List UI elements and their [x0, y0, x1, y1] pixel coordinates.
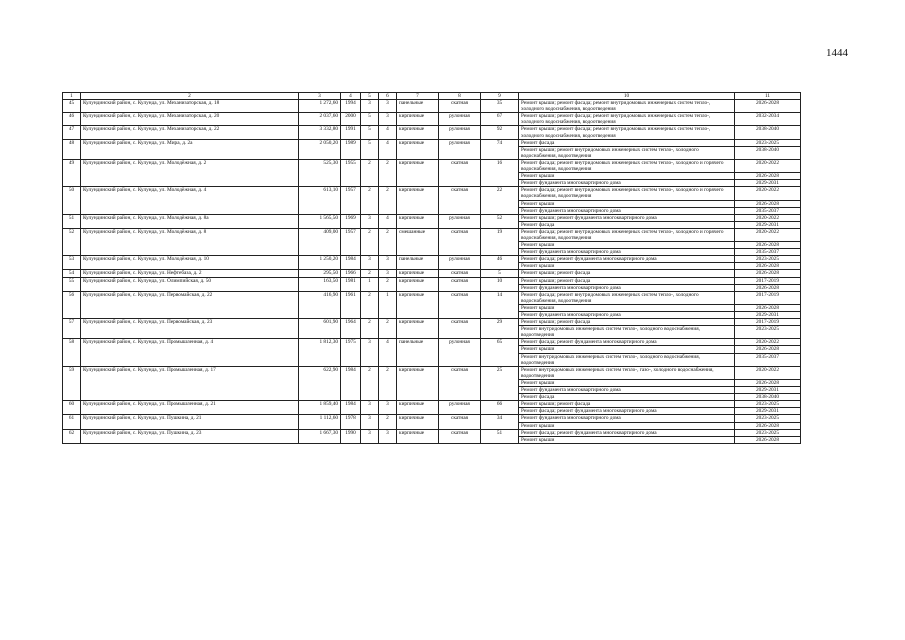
wall-material-cell: панельные [397, 100, 439, 113]
area-cell: 1 667,30 [299, 429, 341, 443]
repair-period-cell: 2020-2022 [735, 339, 801, 346]
repair-period-cell: 2020-2022 [735, 214, 801, 221]
floors-cell: 5 [361, 126, 379, 139]
area-cell: 613,10 [299, 187, 341, 214]
capital-repair-table [62, 92, 801, 444]
build-year-cell: 1955 [341, 159, 361, 186]
table-row [63, 270, 801, 277]
repair-period-cell: 2023-2025 [735, 429, 801, 436]
address-cell: Кулундинский район, с. Кулунда, ул. Молодёжная, д. 4 [81, 187, 299, 214]
table-row [63, 401, 801, 408]
repair-period-cell: 2026-2028 [735, 422, 801, 429]
wall-material-cell: кирпичные [397, 277, 439, 291]
wall-material-cell: кирпичные [397, 319, 439, 339]
repair-work-cell: Ремонт крыши; ремонт внутридомовых инженерных систем тепло-, холодного водоснабжения, водоотведения [519, 146, 735, 159]
floors-cell: 3 [361, 401, 379, 415]
entrances-cell: 2 [379, 319, 397, 339]
build-year-cell: 1984 [341, 366, 361, 400]
wear-percent-cell: 25 [481, 366, 519, 400]
floors-cell: 5 [361, 113, 379, 126]
area-cell: 1 272,60 [299, 100, 341, 113]
row-number-cell: 59 [63, 366, 81, 400]
area-cell: 295,50 [299, 270, 341, 277]
table-row [63, 277, 801, 284]
repair-work-cell: Ремонт фундамента многоквартирного дома [519, 180, 735, 187]
repair-period-cell: 2026-2028 [735, 284, 801, 291]
floors-cell: 3 [361, 429, 379, 443]
repair-period-cell: 2026-2028 [735, 346, 801, 353]
table-row [63, 429, 801, 436]
area-cell: 3 332,80 [299, 126, 341, 139]
wall-material-cell: кирпичные [397, 401, 439, 415]
build-year-cell: 1961 [341, 291, 361, 318]
area-cell: 2 050,20 [299, 139, 341, 159]
wear-percent-cell: 66 [481, 401, 519, 415]
floors-cell: 3 [361, 214, 379, 228]
row-number-cell: 52 [63, 228, 81, 255]
floors-cell: 3 [361, 100, 379, 113]
row-number-cell: 48 [63, 139, 81, 159]
area-cell: 525,30 [299, 159, 341, 186]
row-number-cell: 49 [63, 159, 81, 186]
repair-period-cell: 2017-2019 [735, 291, 801, 304]
address-cell: Кулундинский район, с. Кулунда, ул. Пушкина, д. 23 [81, 429, 299, 443]
address-cell: Кулундинский район, с. Кулунда, ул. Промышленная, д. 17 [81, 366, 299, 400]
row-number-cell: 47 [63, 126, 81, 139]
repair-work-cell: Ремонт фасада [519, 221, 735, 228]
repair-period-cell: 2017-2019 [735, 319, 801, 326]
repair-work-cell: Ремонт внутридомовых инженерных систем тепло-, холодного водоснабжения, водоотведения [519, 353, 735, 366]
repair-work-cell: Ремонт крыши; ремонт фасада; ремонт внутридомовых инженерных систем тепло-, холодного водоснабжения, водоотведения [519, 126, 735, 139]
floors-cell: 3 [361, 256, 379, 270]
table-row [63, 339, 801, 346]
address-cell: Кулундинский район, с. Кулунда, ул. Первомайская, д. 23 [81, 319, 299, 339]
address-cell: Кулундинский район, с. Кулунда, ул. Первомайская, д. 22 [81, 291, 299, 318]
entrances-cell: 4 [379, 339, 397, 366]
table-row [63, 214, 801, 221]
header-cell: 6 [379, 93, 397, 100]
entrances-cell: 4 [379, 214, 397, 228]
repair-period-cell: 2020-2022 [735, 228, 801, 241]
table-row [63, 228, 801, 241]
build-year-cell: 2000 [341, 113, 361, 126]
table-row [63, 319, 801, 326]
repair-work-cell: Ремонт крыши; ремонт фундамента многоквартирного дома [519, 214, 735, 221]
area-cell: 601,90 [299, 319, 341, 339]
area-cell: 1 112,60 [299, 415, 341, 429]
wall-material-cell: кирпичные [397, 187, 439, 214]
floors-cell: 2 [361, 366, 379, 400]
repair-period-cell: 2026-2028 [735, 100, 801, 113]
table-row [63, 100, 801, 113]
entrances-cell: 2 [379, 415, 397, 429]
address-cell: Кулундинский район, с. Кулунда, ул. Пушкина, д. 21 [81, 415, 299, 429]
wall-material-cell: кирпичные [397, 270, 439, 277]
repair-period-cell: 2023-2025 [735, 326, 801, 339]
wear-percent-cell: 51 [481, 429, 519, 443]
page-number: 1444 [826, 47, 848, 59]
area-cell: 1 859,40 [299, 401, 341, 415]
wear-percent-cell: 19 [481, 228, 519, 255]
row-number-cell: 53 [63, 256, 81, 270]
entrances-cell: 2 [379, 228, 397, 255]
row-number-cell: 46 [63, 113, 81, 126]
repair-period-cell: 2023-2025 [735, 401, 801, 408]
roof-type-cell: скатная [439, 366, 481, 400]
repair-work-cell: Ремонт фасада; ремонт внутридомовых инженерных систем тепло-, холодного и горячего водоснабжения, водоотведения [519, 228, 735, 241]
entrances-cell: 1 [379, 291, 397, 318]
floors-cell: 2 [361, 187, 379, 214]
floors-cell: 3 [361, 415, 379, 429]
repair-period-cell: 2023-2025 [735, 415, 801, 422]
entrances-cell: 4 [379, 139, 397, 159]
repair-period-cell: 2029-2031 [735, 221, 801, 228]
repair-work-cell: Ремонт крыши; ремонт фасада; ремонт внутридомовых инженерных систем тепло-, холодного водоснабжения, водоотведения [519, 100, 735, 113]
wear-percent-cell: 92 [481, 126, 519, 139]
repair-period-cell: 2026-2028 [735, 242, 801, 249]
row-number-cell: 51 [63, 214, 81, 228]
entrances-cell: 2 [379, 277, 397, 291]
area-cell: 622,90 [299, 366, 341, 400]
row-number-cell: 61 [63, 415, 81, 429]
repair-work-cell: Ремонт фасада; ремонт фундамента многоквартирного дома [519, 256, 735, 263]
wear-percent-cell: 16 [481, 159, 519, 186]
header-cell: 11 [735, 93, 801, 100]
wall-material-cell: кирпичные [397, 415, 439, 429]
repair-work-cell: Ремонт крыши [519, 304, 735, 311]
row-number-cell: 45 [63, 100, 81, 113]
repair-work-cell: Ремонт крыши [519, 200, 735, 207]
build-year-cell: 1994 [341, 100, 361, 113]
entrances-cell: 2 [379, 366, 397, 400]
repair-work-cell: Ремонт фундамента многоквартирного дома [519, 312, 735, 319]
row-number-cell: 57 [63, 319, 81, 339]
repair-period-cell: 2017-2019 [735, 277, 801, 284]
repair-work-cell: Ремонт фасада [519, 394, 735, 401]
address-cell: Кулундинский район, с. Кулунда, ул. Механизаторская, д. 22 [81, 126, 299, 139]
wear-percent-cell: 14 [481, 291, 519, 318]
repair-period-cell: 2035-2037 [735, 249, 801, 256]
header-cell: 3 [299, 93, 341, 100]
address-cell: Кулундинский район, с. Кулунда, ул. Промышленная, д. 21 [81, 401, 299, 415]
roof-type-cell: рулонная [439, 214, 481, 228]
floors-cell: 1 [361, 277, 379, 291]
entrances-cell: 2 [379, 187, 397, 214]
repair-work-cell: Ремонт фасада; ремонт фундамента многоквартирного дома [519, 408, 735, 415]
entrances-cell: 3 [379, 270, 397, 277]
repair-period-cell: 2038-2040 [735, 126, 801, 139]
repair-period-cell: 2035-2037 [735, 207, 801, 214]
address-cell: Кулундинский район, с. Кулунда, ул. Нефтебаза, д. 2 [81, 270, 299, 277]
repair-period-cell: 2029-2031 [735, 387, 801, 394]
build-year-cell: 1964 [341, 319, 361, 339]
wall-material-cell: кирпичные [397, 366, 439, 400]
entrances-cell: 4 [379, 126, 397, 139]
floors-cell: 2 [361, 319, 379, 339]
roof-type-cell: скатная [439, 187, 481, 214]
repair-work-cell: Ремонт фасада; ремонт внутридомовых инженерных систем тепло-, холодного водоснабжения, водоотведения [519, 291, 735, 304]
address-cell: Кулундинский район, с. Кулунда, ул. Молодёжная, д. 2 [81, 159, 299, 186]
area-cell: 1 812,30 [299, 339, 341, 366]
wall-material-cell: кирпичные [397, 214, 439, 228]
repair-work-cell: Ремонт фундамента многоквартирного дома [519, 249, 735, 256]
area-cell: 2 037,60 [299, 113, 341, 126]
build-year-cell: 1978 [341, 415, 361, 429]
wear-percent-cell: 35 [481, 100, 519, 113]
roof-type-cell: рулонная [439, 401, 481, 415]
wear-percent-cell: 65 [481, 339, 519, 366]
wear-percent-cell: 29 [481, 319, 519, 339]
roof-type-cell: скатная [439, 291, 481, 318]
entrances-cell: 3 [379, 429, 397, 443]
entrances-cell: 2 [379, 159, 397, 186]
table-row [63, 415, 801, 422]
build-year-cell: 1989 [341, 139, 361, 159]
roof-type-cell: скатная [439, 319, 481, 339]
entrances-cell: 3 [379, 401, 397, 415]
row-number-cell: 50 [63, 187, 81, 214]
repair-period-cell: 2026-2028 [735, 304, 801, 311]
repair-work-cell: Ремонт крыши; ремонт фасада [519, 319, 735, 326]
address-cell: Кулундинский район, с. Кулунда, ул. Механизаторская, д. 18 [81, 100, 299, 113]
wall-material-cell: панельные [397, 256, 439, 270]
repair-work-cell: Ремонт крыши [519, 263, 735, 270]
roof-type-cell: рулонная [439, 113, 481, 126]
repair-period-cell: 2020-2022 [735, 187, 801, 200]
repair-work-cell: Ремонт фасада; ремонт фундамента многоквартирного дома [519, 429, 735, 436]
repair-work-cell: Ремонт фундамента многоквартирного дома [519, 284, 735, 291]
repair-period-cell: 2032-2034 [735, 113, 801, 126]
area-cell: 416,90 [299, 291, 341, 318]
address-cell: Кулундинский район, с. Кулунда, ул. Механизаторская, д. 20 [81, 113, 299, 126]
repair-period-cell: 2026-2028 [735, 200, 801, 207]
address-cell: Кулундинский район, с. Кулунда, ул. Молодёжная, д. 10 [81, 256, 299, 270]
roof-type-cell: скатная [439, 277, 481, 291]
wear-percent-cell: 34 [481, 415, 519, 429]
roof-type-cell: скатная [439, 159, 481, 186]
repair-work-cell: Ремонт крыши; ремонт фасада [519, 270, 735, 277]
roof-type-cell: рулонная [439, 339, 481, 366]
table-row [63, 113, 801, 126]
repair-period-cell: 2026-2028 [735, 379, 801, 386]
repair-period-cell: 2020-2022 [735, 159, 801, 172]
floors-cell: 2 [361, 291, 379, 318]
wall-material-cell: кирпичные [397, 139, 439, 159]
repair-period-cell: 2026-2028 [735, 436, 801, 443]
repair-work-cell: Ремонт фундамента многоквартирного дома [519, 207, 735, 214]
repair-work-cell: Ремонт крыши; ремонт фасада [519, 277, 735, 284]
wear-percent-cell: 5 [481, 270, 519, 277]
row-number-cell: 56 [63, 291, 81, 318]
repair-work-cell: Ремонт фасада; ремонт фундамента многоквартирного дома [519, 339, 735, 346]
wall-material-cell: кирпичные [397, 126, 439, 139]
repair-work-cell: Ремонт фундамента многоквартирного дома [519, 387, 735, 394]
entrances-cell: 3 [379, 100, 397, 113]
area-cell: 163,50 [299, 277, 341, 291]
build-year-cell: 1975 [341, 339, 361, 366]
entrances-cell: 3 [379, 256, 397, 270]
build-year-cell: 1984 [341, 401, 361, 415]
repair-period-cell: 2026-2028 [735, 173, 801, 180]
roof-type-cell: скатная [439, 270, 481, 277]
repair-work-cell: Ремонт крыши [519, 422, 735, 429]
header-cell: 4 [341, 93, 361, 100]
repair-period-cell: 2026-2028 [735, 270, 801, 277]
repair-period-cell: 2023-2025 [735, 139, 801, 146]
floors-cell: 2 [361, 159, 379, 186]
wall-material-cell: смешанные [397, 228, 439, 255]
wall-material-cell: панельные [397, 339, 439, 366]
repair-work-cell: Ремонт фасада [519, 139, 735, 146]
row-number-cell: 60 [63, 401, 81, 415]
wall-material-cell: кирпичные [397, 113, 439, 126]
header-cell: 10 [519, 93, 735, 100]
address-cell: Кулундинский район, с. Кулунда, ул. Мира, д. 2а [81, 139, 299, 159]
repair-period-cell: 2035-2037 [735, 353, 801, 366]
repair-period-cell: 2029-2031 [735, 180, 801, 187]
wall-material-cell: кирпичные [397, 291, 439, 318]
repair-work-cell: Ремонт крыши [519, 173, 735, 180]
build-year-cell: 1984 [341, 256, 361, 270]
row-number-cell: 54 [63, 270, 81, 277]
repair-period-cell: 2029-2031 [735, 408, 801, 415]
build-year-cell: 1990 [341, 429, 361, 443]
wall-material-cell: кирпичные [397, 159, 439, 186]
header-cell: 8 [439, 93, 481, 100]
repair-period-cell: 2038-2040 [735, 394, 801, 401]
entrances-cell: 3 [379, 113, 397, 126]
header-cell: 2 [81, 93, 299, 100]
repair-work-cell: Ремонт внутридомовых инженерных систем тепло-, холодного водоснабжения, водоотведения [519, 326, 735, 339]
build-year-cell: 1981 [341, 277, 361, 291]
repair-period-cell: 2038-2040 [735, 146, 801, 159]
column-number-header-row [63, 93, 801, 100]
row-number-cell: 55 [63, 277, 81, 291]
row-number-cell: 58 [63, 339, 81, 366]
repair-work-cell: Ремонт фундамента многоквартирного дома [519, 415, 735, 422]
address-cell: Кулундинский район, с. Кулунда, ул. Промышленная, д. 4 [81, 339, 299, 366]
header-cell: 9 [481, 93, 519, 100]
wear-percent-cell: 22 [481, 187, 519, 214]
wall-material-cell: кирпичные [397, 429, 439, 443]
wear-percent-cell: 46 [481, 256, 519, 270]
table-row [63, 291, 801, 304]
repair-work-cell: Ремонт крыши [519, 346, 735, 353]
build-year-cell: 1957 [341, 187, 361, 214]
build-year-cell: 1991 [341, 126, 361, 139]
header-cell: 1 [63, 93, 81, 100]
address-cell: Кулундинский район, с. Кулунда, ул. Молодёжная, д. 8а [81, 214, 299, 228]
wear-percent-cell: 67 [481, 113, 519, 126]
area-cell: 409,00 [299, 228, 341, 255]
roof-type-cell: скатная [439, 429, 481, 443]
roof-type-cell: рулонная [439, 139, 481, 159]
table-row [63, 187, 801, 200]
repair-work-cell: Ремонт внутридомовых инженерных систем тепло-, газо-, холодного водоснабжения, водоотведения [519, 366, 735, 379]
area-cell: 1 250,20 [299, 256, 341, 270]
build-year-cell: 1966 [341, 270, 361, 277]
floors-cell: 2 [361, 228, 379, 255]
repair-work-cell: Ремонт крыши; ремонт фасада [519, 401, 735, 408]
roof-type-cell: рулонная [439, 126, 481, 139]
wear-percent-cell: 10 [481, 277, 519, 291]
header-cell: 7 [397, 93, 439, 100]
repair-work-cell: Ремонт крыши; ремонт фасада; ремонт внутридомовых инженерных систем тепло-, холодного водоснабжения, водоотведения [519, 113, 735, 126]
build-year-cell: 1957 [341, 228, 361, 255]
repair-work-cell: Ремонт крыши [519, 436, 735, 443]
roof-type-cell: скатная [439, 228, 481, 255]
roof-type-cell: скатная [439, 415, 481, 429]
repair-period-cell: 2023-2025 [735, 256, 801, 263]
address-cell: Кулундинский район, с. Кулунда, ул. Олимпийская, д. 50 [81, 277, 299, 291]
repair-work-cell: Ремонт фасада; ремонт внутридомовых инженерных систем тепло-, холодного и горячего водоснабжения, водоотведения [519, 159, 735, 172]
repair-period-cell: 2020-2022 [735, 366, 801, 379]
floors-cell: 5 [361, 139, 379, 159]
row-number-cell: 62 [63, 429, 81, 443]
table-row [63, 126, 801, 139]
roof-type-cell: рулонная [439, 256, 481, 270]
address-cell: Кулундинский район, с. Кулунда, ул. Молодёжная, д. 8 [81, 228, 299, 255]
build-year-cell: 1969 [341, 214, 361, 228]
table-row [63, 256, 801, 263]
repair-work-cell: Ремонт крыши [519, 242, 735, 249]
repair-period-cell: 2029-2031 [735, 312, 801, 319]
table-row [63, 139, 801, 146]
table-row [63, 366, 801, 379]
header-cell: 5 [361, 93, 379, 100]
repair-work-cell: Ремонт крыши [519, 379, 735, 386]
floors-cell: 2 [361, 270, 379, 277]
repair-work-cell: Ремонт фасада; ремонт внутридомовых инженерных систем тепло-, холодного и горячего водоснабжения, водоотведения [519, 187, 735, 200]
table-row [63, 159, 801, 172]
repair-period-cell: 2026-2028 [735, 263, 801, 270]
roof-type-cell: скатная [439, 100, 481, 113]
floors-cell: 3 [361, 339, 379, 366]
wear-percent-cell: 52 [481, 214, 519, 228]
wear-percent-cell: 74 [481, 139, 519, 159]
area-cell: 1 565,50 [299, 214, 341, 228]
